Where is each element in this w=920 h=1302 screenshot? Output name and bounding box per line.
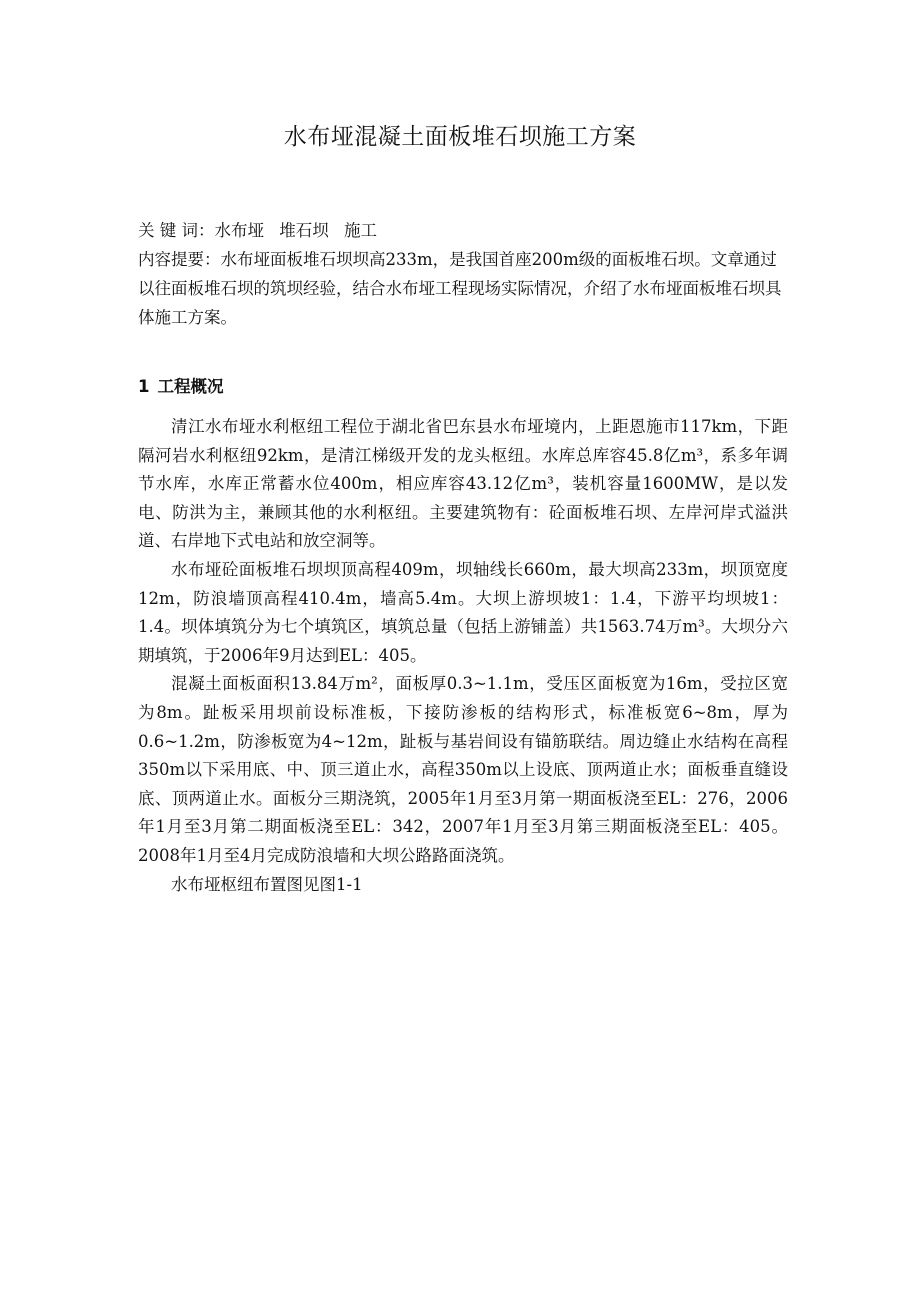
body-paragraph: 水布垭枢纽布置图见图1-1 bbox=[171, 874, 363, 894]
body-paragraph: 混凝土面板面积13.84万m²，面板厚0.3~1.1m，受压区面板宽为16m，受拉区宽为8m。趾板采用坝前设标准板，下接防渗板的结构形式，标准板宽6~8m，厚为0.6~1.2m，防渗板宽为4~12m，趾板与基岩间设有锚筋联结。周边缝止水结构在高程350m以下采用底、中、顶三道止水，高程350m以上设底、顶两道止水；面板垂直缝设底、顶两道止水。面板分三期浇筑，2005年1月至3月第一期面板浇至EL：276，2006年1月至3月第二期面板浇至EL：342，2007年1月至3月第三期面板浇至EL：405。2008年1月至4月完成防浪墙和大坝公路路面浇筑。 bbox=[138, 674, 788, 865]
body-paragraph: 清江水布垭水利枢纽工程位于湖北省巴东县水布垭境内，上距恩施市117km，下距隔河岩水利枢纽92km，是清江梯级开发的龙头枢纽。水库总库容45.8亿m³，系多年调节水库，水库正常蓄水位400m，相应库容43.12亿m³，装机容量1600MW，是以发电、防洪为主，兼顾其他的水利枢纽。主要建筑物有：砼面板堆石坝、左岸河岸式溢洪道、右岸地下式电站和放空洞等。 bbox=[138, 417, 788, 551]
body-paragraph: 水布垭砼面板堆石坝坝顶高程409m，坝轴线长660m，最大坝高233m，坝顶宽度12m，防浪墙顶高程410.4m，墙高5.4m。大坝上游坝坡1：1.4，下游平均坝坡1：1.4。坝体填筑分为七个填筑区，填筑总量（包括上游铺盖）共1563.74万m³。大坝分六期填筑，于2006年9月达到EL：405。 bbox=[138, 559, 788, 665]
document-title: 水布垭混凝土面板堆石坝施工方案 bbox=[283, 124, 637, 150]
keywords-line bbox=[138, 216, 786, 245]
abstract-paragraph: 内容提要：水布垭面板堆石坝坝高233m，是我国首座200m级的面板堆石坝。文章通过以往面板堆石坝的筑坝经验，结合水布垭工程现场实际情况，介绍了水布垭面板堆石坝具体施工方案。 bbox=[138, 250, 782, 327]
keyword-item: 水布垭 bbox=[214, 221, 264, 240]
section-heading bbox=[138, 372, 223, 401]
keyword-item: 施工 bbox=[344, 221, 377, 240]
keywords-label: 关 键 词： bbox=[138, 221, 215, 240]
section-body bbox=[138, 413, 788, 899]
section-number: 1 bbox=[138, 377, 150, 396]
section-title: 工程概况 bbox=[157, 377, 224, 396]
keyword-item: 堆石坝 bbox=[279, 221, 329, 240]
